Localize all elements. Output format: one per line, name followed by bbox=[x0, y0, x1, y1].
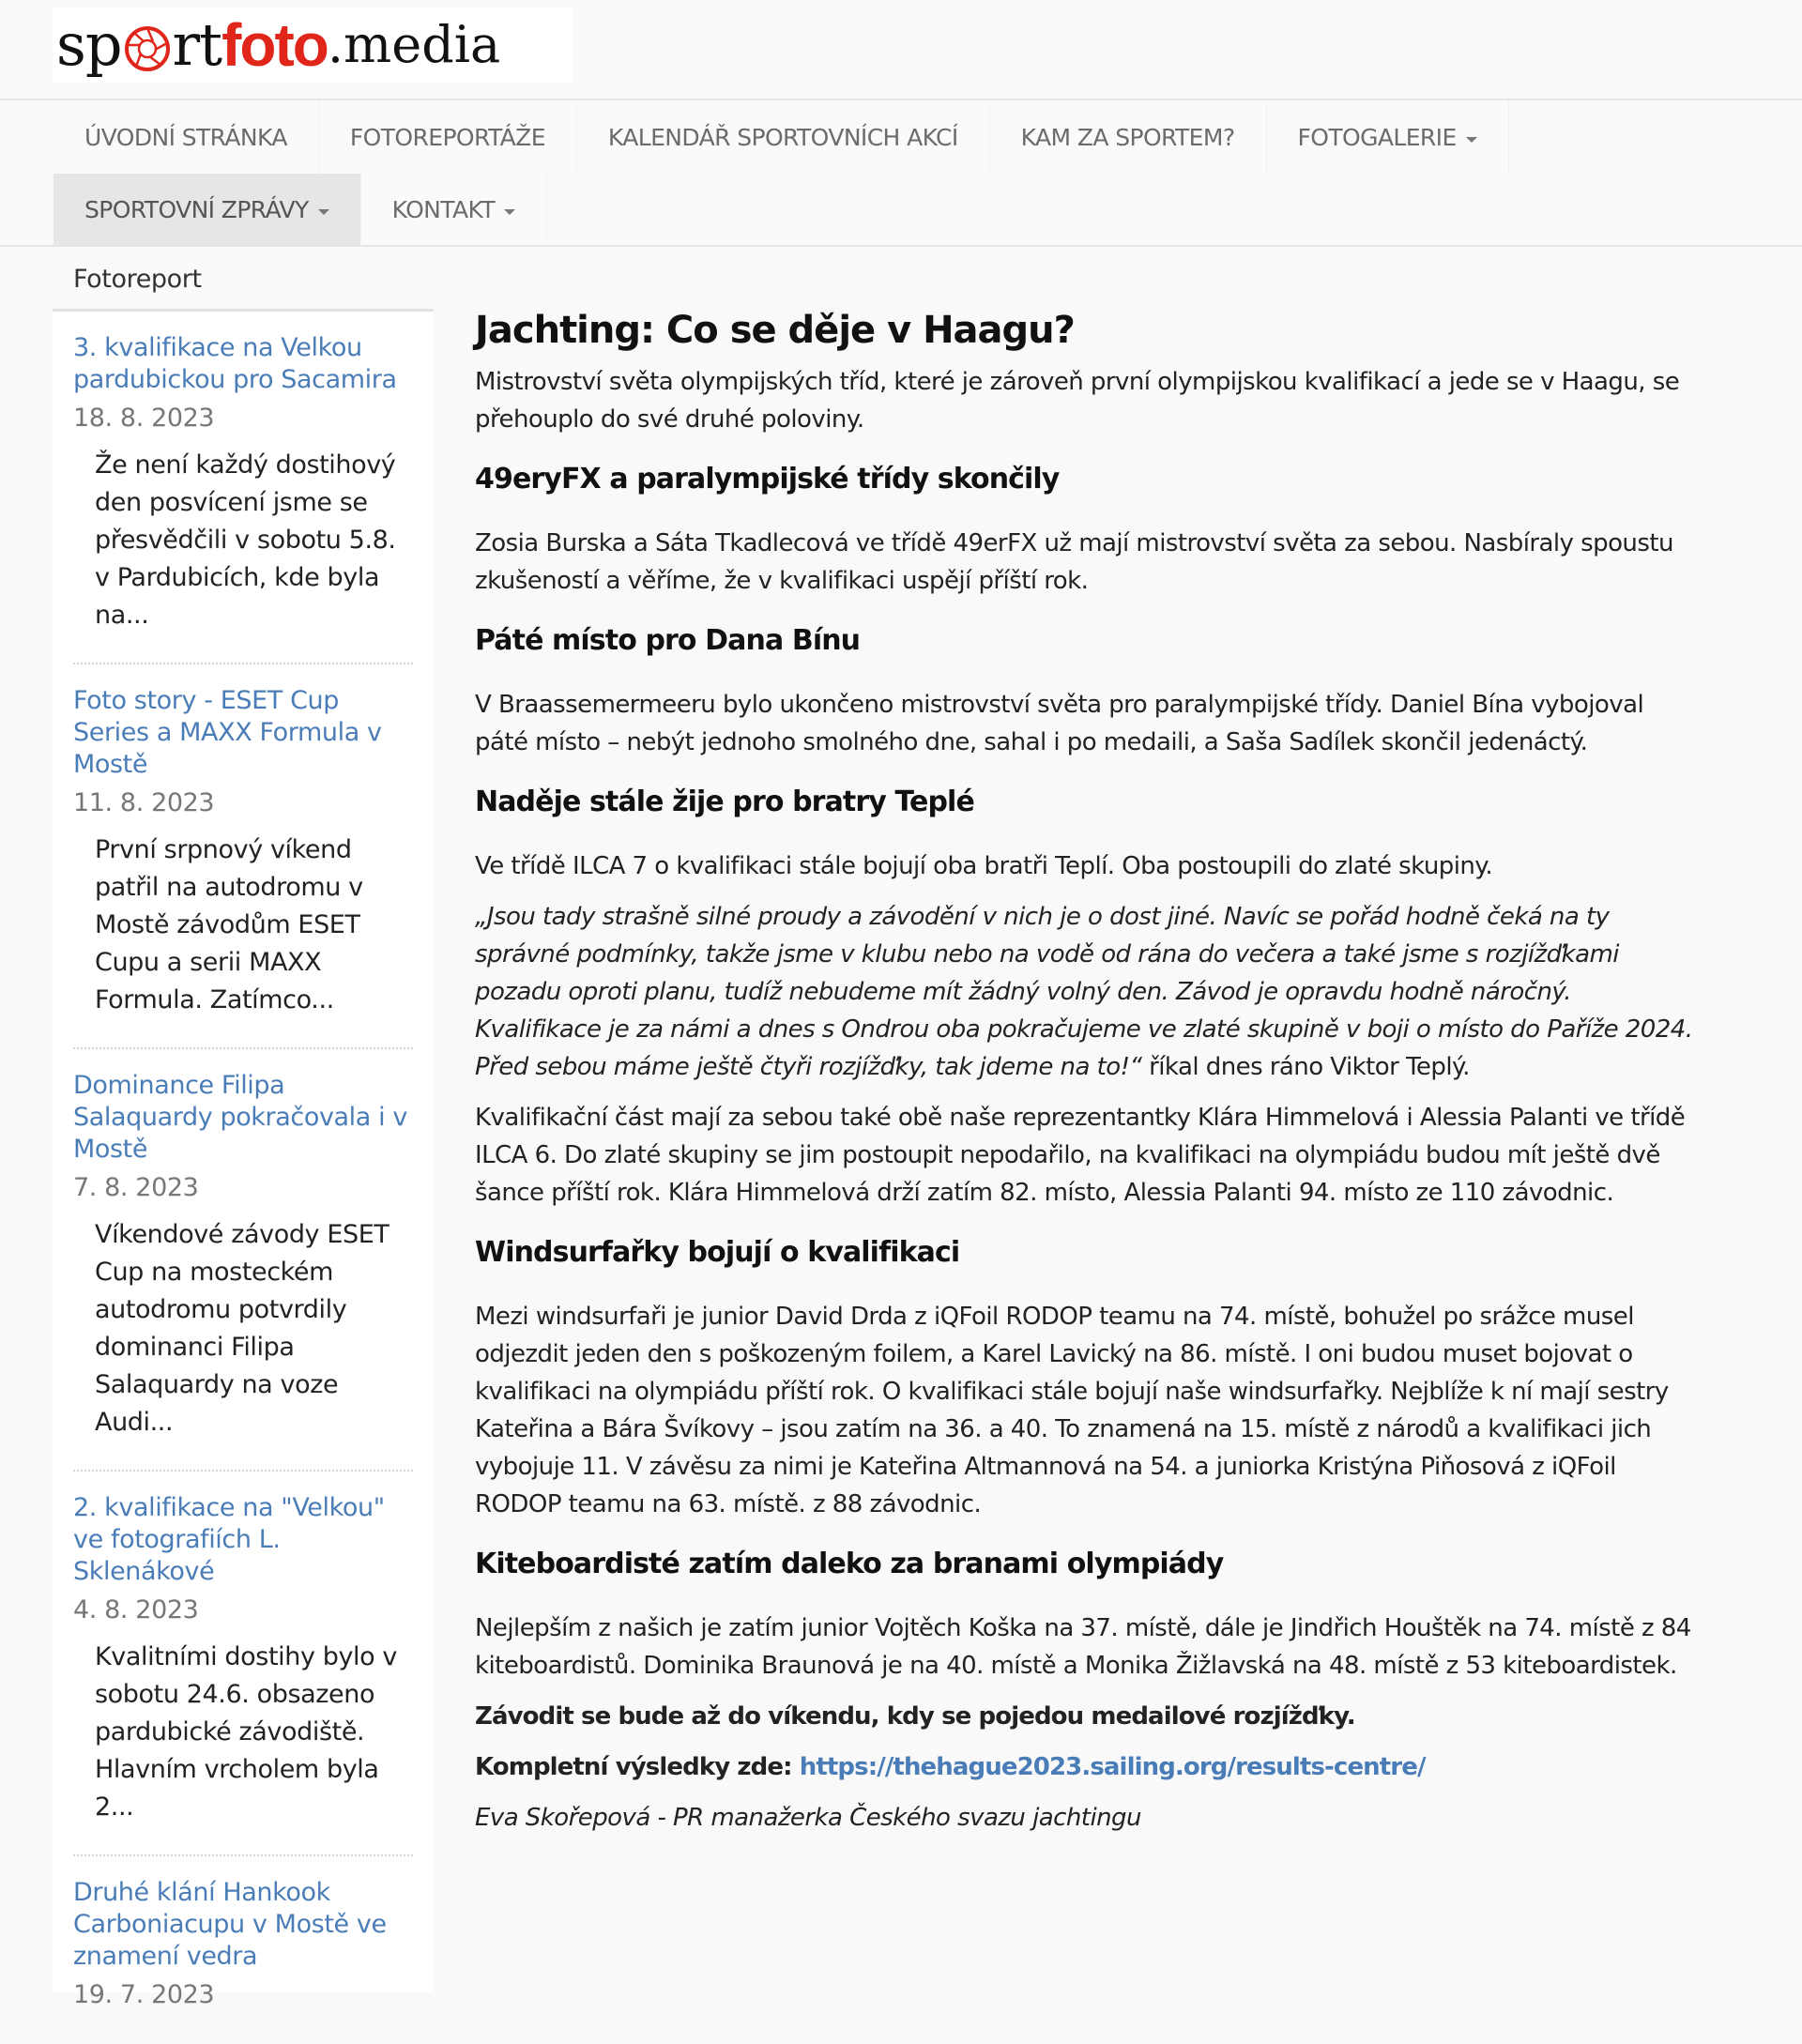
camera-aperture-icon bbox=[123, 24, 172, 73]
section-paragraph: Nejlepším z našich je zatím junior Vojtěch Koška na 37. místě, dále je Jindřich Houštěk na 74. místě z 84 kiteboardistů. Dominika Braunová je na 40. místě a Monika Žižlavská na 48. místě z 53 kiteboardistek. bbox=[475, 1614, 1691, 1680]
logo-text-foto: foto bbox=[221, 11, 328, 79]
caret-down-icon bbox=[504, 209, 515, 215]
caret-down-icon bbox=[318, 209, 329, 215]
sidebar-article-link[interactable]: 3. kvalifikace na Velkou pardubickou pro Sacamira bbox=[73, 333, 397, 394]
section-heading: Kiteboardisté zatím daleko za branami olympiády bbox=[475, 1548, 1224, 1580]
quote-paragraph bbox=[475, 898, 1695, 1086]
results-link[interactable]: https://thehague2023.sailing.org/results-centre/ bbox=[799, 1753, 1426, 1781]
sidebar-article bbox=[73, 664, 413, 1049]
section-paragraph: Zosia Burska a Sáta Tkadlecová ve třídě 49erFX už mají mistrovství světa za sebou. Nasbíraly spoustu zkušeností a věříme, že v kvalifikaci uspějí příští rok. bbox=[475, 529, 1673, 595]
sidebar-article-link[interactable]: 2. kvalifikace na "Velkou" ve fotografiích L. Sklenákové bbox=[73, 1493, 385, 1586]
nav-item-uvodni-stranka[interactable] bbox=[53, 101, 319, 174]
nav-item-fotoreportaze[interactable] bbox=[319, 101, 577, 174]
section-paragraph: Ve třídě ILCA 7 o kvalifikaci stále bojují oba bratři Teplí. Oba postoupili do zlaté skupiny. bbox=[475, 852, 1493, 880]
article-intro: Mistrovství světa olympijských tříd, které je zároveň první olympijskou kvalifikací a jede se v Haagu, se přehouplo do své druhé poloviny. bbox=[475, 368, 1680, 434]
sidebar-list bbox=[53, 312, 434, 2044]
section-heading: Naděje stále žije pro bratry Teplé bbox=[475, 786, 974, 818]
sidebar bbox=[53, 249, 434, 2009]
nav-item-sportovni-zpravy[interactable] bbox=[53, 174, 361, 246]
logo-text-media: .media bbox=[327, 15, 501, 74]
caret-down-icon bbox=[1466, 137, 1477, 143]
main-navigation bbox=[0, 99, 1802, 247]
sidebar-article-excerpt: První srpnový víkend patřil na autodromu v Mostě závodům ESET Cupu a serii MAXX Formula. Zatímco... bbox=[95, 835, 363, 1014]
author-signature: Eva Skořepová - PR manažerka Českého svazu jachtingu bbox=[475, 1804, 1141, 1832]
nav-row-1 bbox=[53, 101, 1509, 174]
sidebar-article-date: 11. 8. 2023 bbox=[73, 788, 215, 817]
nav-label: ÚVODNÍ STRÁNKA bbox=[84, 124, 287, 151]
section-paragraph: V Braassemermeeru bylo ukončeno mistrovství světa pro paralympijské třídy. Daniel Bína vybojoval páté místo – nebýt jednoho smolného dne, sahal i po medaili, a Saša Sadílek skončil jedenáctý. bbox=[475, 691, 1644, 756]
nav-item-kalendar[interactable] bbox=[577, 101, 990, 174]
sidebar-article bbox=[73, 1856, 413, 2044]
nav-item-kontakt[interactable] bbox=[361, 174, 547, 246]
section-heading: Páté místo pro Dana Bínu bbox=[475, 624, 861, 657]
sidebar-article-link[interactable]: Druhé klání Hankook Carboniacupu v Mostě ve znamení vedra bbox=[73, 1878, 387, 1971]
results-line bbox=[475, 1748, 1695, 1786]
header bbox=[0, 0, 1802, 99]
sidebar-article-date: 18. 8. 2023 bbox=[73, 404, 215, 433]
results-label: Kompletní výsledky zde: bbox=[475, 1753, 800, 1781]
nav-label: KONTAKT bbox=[391, 196, 496, 223]
quote-text: „Jsou tady strašně silné proudy a závodění v nich je o dost jiné. Navíc se pořád hodně čeká na ty správné podmínky, takže jsme v klubu nebo na vodě od rána do večera a také jsme s rozjížďkami pozadu oproti planu, tudíž nebudeme mít žádný volný den. Závod je opravdu hodně náročný. Kvalifikace je za námi a dnes s Ondrou oba pokračujeme ve zlaté skupině v boji o místo do Paříže 2024. Před sebou máme ještě čtyři rozjížďky, tak jdeme na to!“ bbox=[475, 903, 1693, 1081]
nav-label: KAM ZA SPORTEM? bbox=[1020, 124, 1235, 151]
nav-label: FOTOGALERIE bbox=[1297, 124, 1457, 151]
article bbox=[475, 249, 1695, 1850]
sidebar-article-link[interactable]: Dominance Filipa Salaquardy pokračovala i v Mostě bbox=[73, 1071, 407, 1164]
nav-label: FOTOREPORTÁŽE bbox=[349, 124, 545, 151]
sidebar-article-link[interactable]: Foto story - ESET Cup Series a MAXX Formula v Mostě bbox=[73, 686, 382, 779]
nav-item-fotogalerie[interactable] bbox=[1267, 101, 1509, 174]
article-title: Jachting: Co se děje v Haagu? bbox=[475, 309, 1075, 352]
closing-statement: Závodit se bude až do víkendu, kdy se pojedou medailové rozjížďky. bbox=[475, 1702, 1355, 1731]
section-heading: 49eryFX a paralympijské třídy skončily bbox=[475, 463, 1060, 496]
section-paragraph: Kvalifikační část mají za sebou také obě naše reprezentantky Klára Himmelová i Alessia Palanti ve třídě ILCA 6. Do zlaté skupiny se jim postoupit nepodařilo, na kvalifikaci na olympiádu budou mít ještě dvě šance příští rok. Klára Himmelová drží zatím 82. místo, Alessia Palanti 94. místo ze 110 závodnic. bbox=[475, 1104, 1686, 1207]
sidebar-article bbox=[73, 1472, 413, 1856]
site-logo[interactable] bbox=[53, 8, 573, 83]
nav-row-2 bbox=[53, 174, 547, 246]
quote-attribution: říkal dnes ráno Viktor Teplý. bbox=[1141, 1053, 1470, 1081]
nav-item-kam-za-sportem[interactable] bbox=[990, 101, 1267, 174]
section-heading: Windsurfařky bojují o kvalifikaci bbox=[475, 1236, 960, 1269]
sidebar-article bbox=[73, 1049, 413, 1472]
sidebar-article-date: 19. 7. 2023 bbox=[73, 1980, 215, 2009]
sidebar-header: Fotoreport bbox=[53, 249, 434, 312]
nav-label: KALENDÁŘ SPORTOVNÍCH AKCÍ bbox=[607, 124, 958, 151]
sidebar-article-excerpt: Víkendové závody ESET Cup na mosteckém autodromu potvrdily dominanci Filipa Salaquardy na voze Audi... bbox=[95, 1220, 389, 1437]
nav-label: SPORTOVNÍ ZPRÁVY bbox=[84, 196, 309, 223]
section-paragraph: Mezi windsurfaři je junior David Drda z iQFoil RODOP teamu na 74. místě, bohužel po srážce musel odjezdit jeden den s poškozeným foilem, a Karel Lavický na 86. místě. I oni budou muset bojovat o kvalifikaci na olympiádu příští rok. O kvalifikaci stále bojují naše windsurfařky. Nejblíže k ní mají sestry Kateřina a Bára Švíkovy – jsou zatím na 36. a 40. To znamená na 15. místě z národů a kvalifikaci jich vybojuje 11. V závěsu za nimi je Kateřina Altmannová na 54. a juniorka Kristýna Piňosová z iQFoil RODOP teamu na 63. místě. z 88 závodnic. bbox=[475, 1303, 1669, 1518]
logo-text-sp: sp bbox=[56, 10, 122, 79]
sidebar-article-date: 4. 8. 2023 bbox=[73, 1595, 199, 1625]
logo-text-rt: rt bbox=[172, 10, 222, 79]
sidebar-article-date: 7. 8. 2023 bbox=[73, 1173, 199, 1202]
sidebar-article-excerpt: Kvalitními dostihy bylo v sobotu 24.6. obsazeno pardubické závodiště. Hlavním vrcholem byla 2... bbox=[95, 1642, 398, 1822]
sidebar-article bbox=[73, 312, 413, 664]
sidebar-article-excerpt: Že není každý dostihový den posvícení jsme se přesvědčili v sobotu 5.8. v Pardubicích, kde byla na... bbox=[95, 450, 396, 630]
